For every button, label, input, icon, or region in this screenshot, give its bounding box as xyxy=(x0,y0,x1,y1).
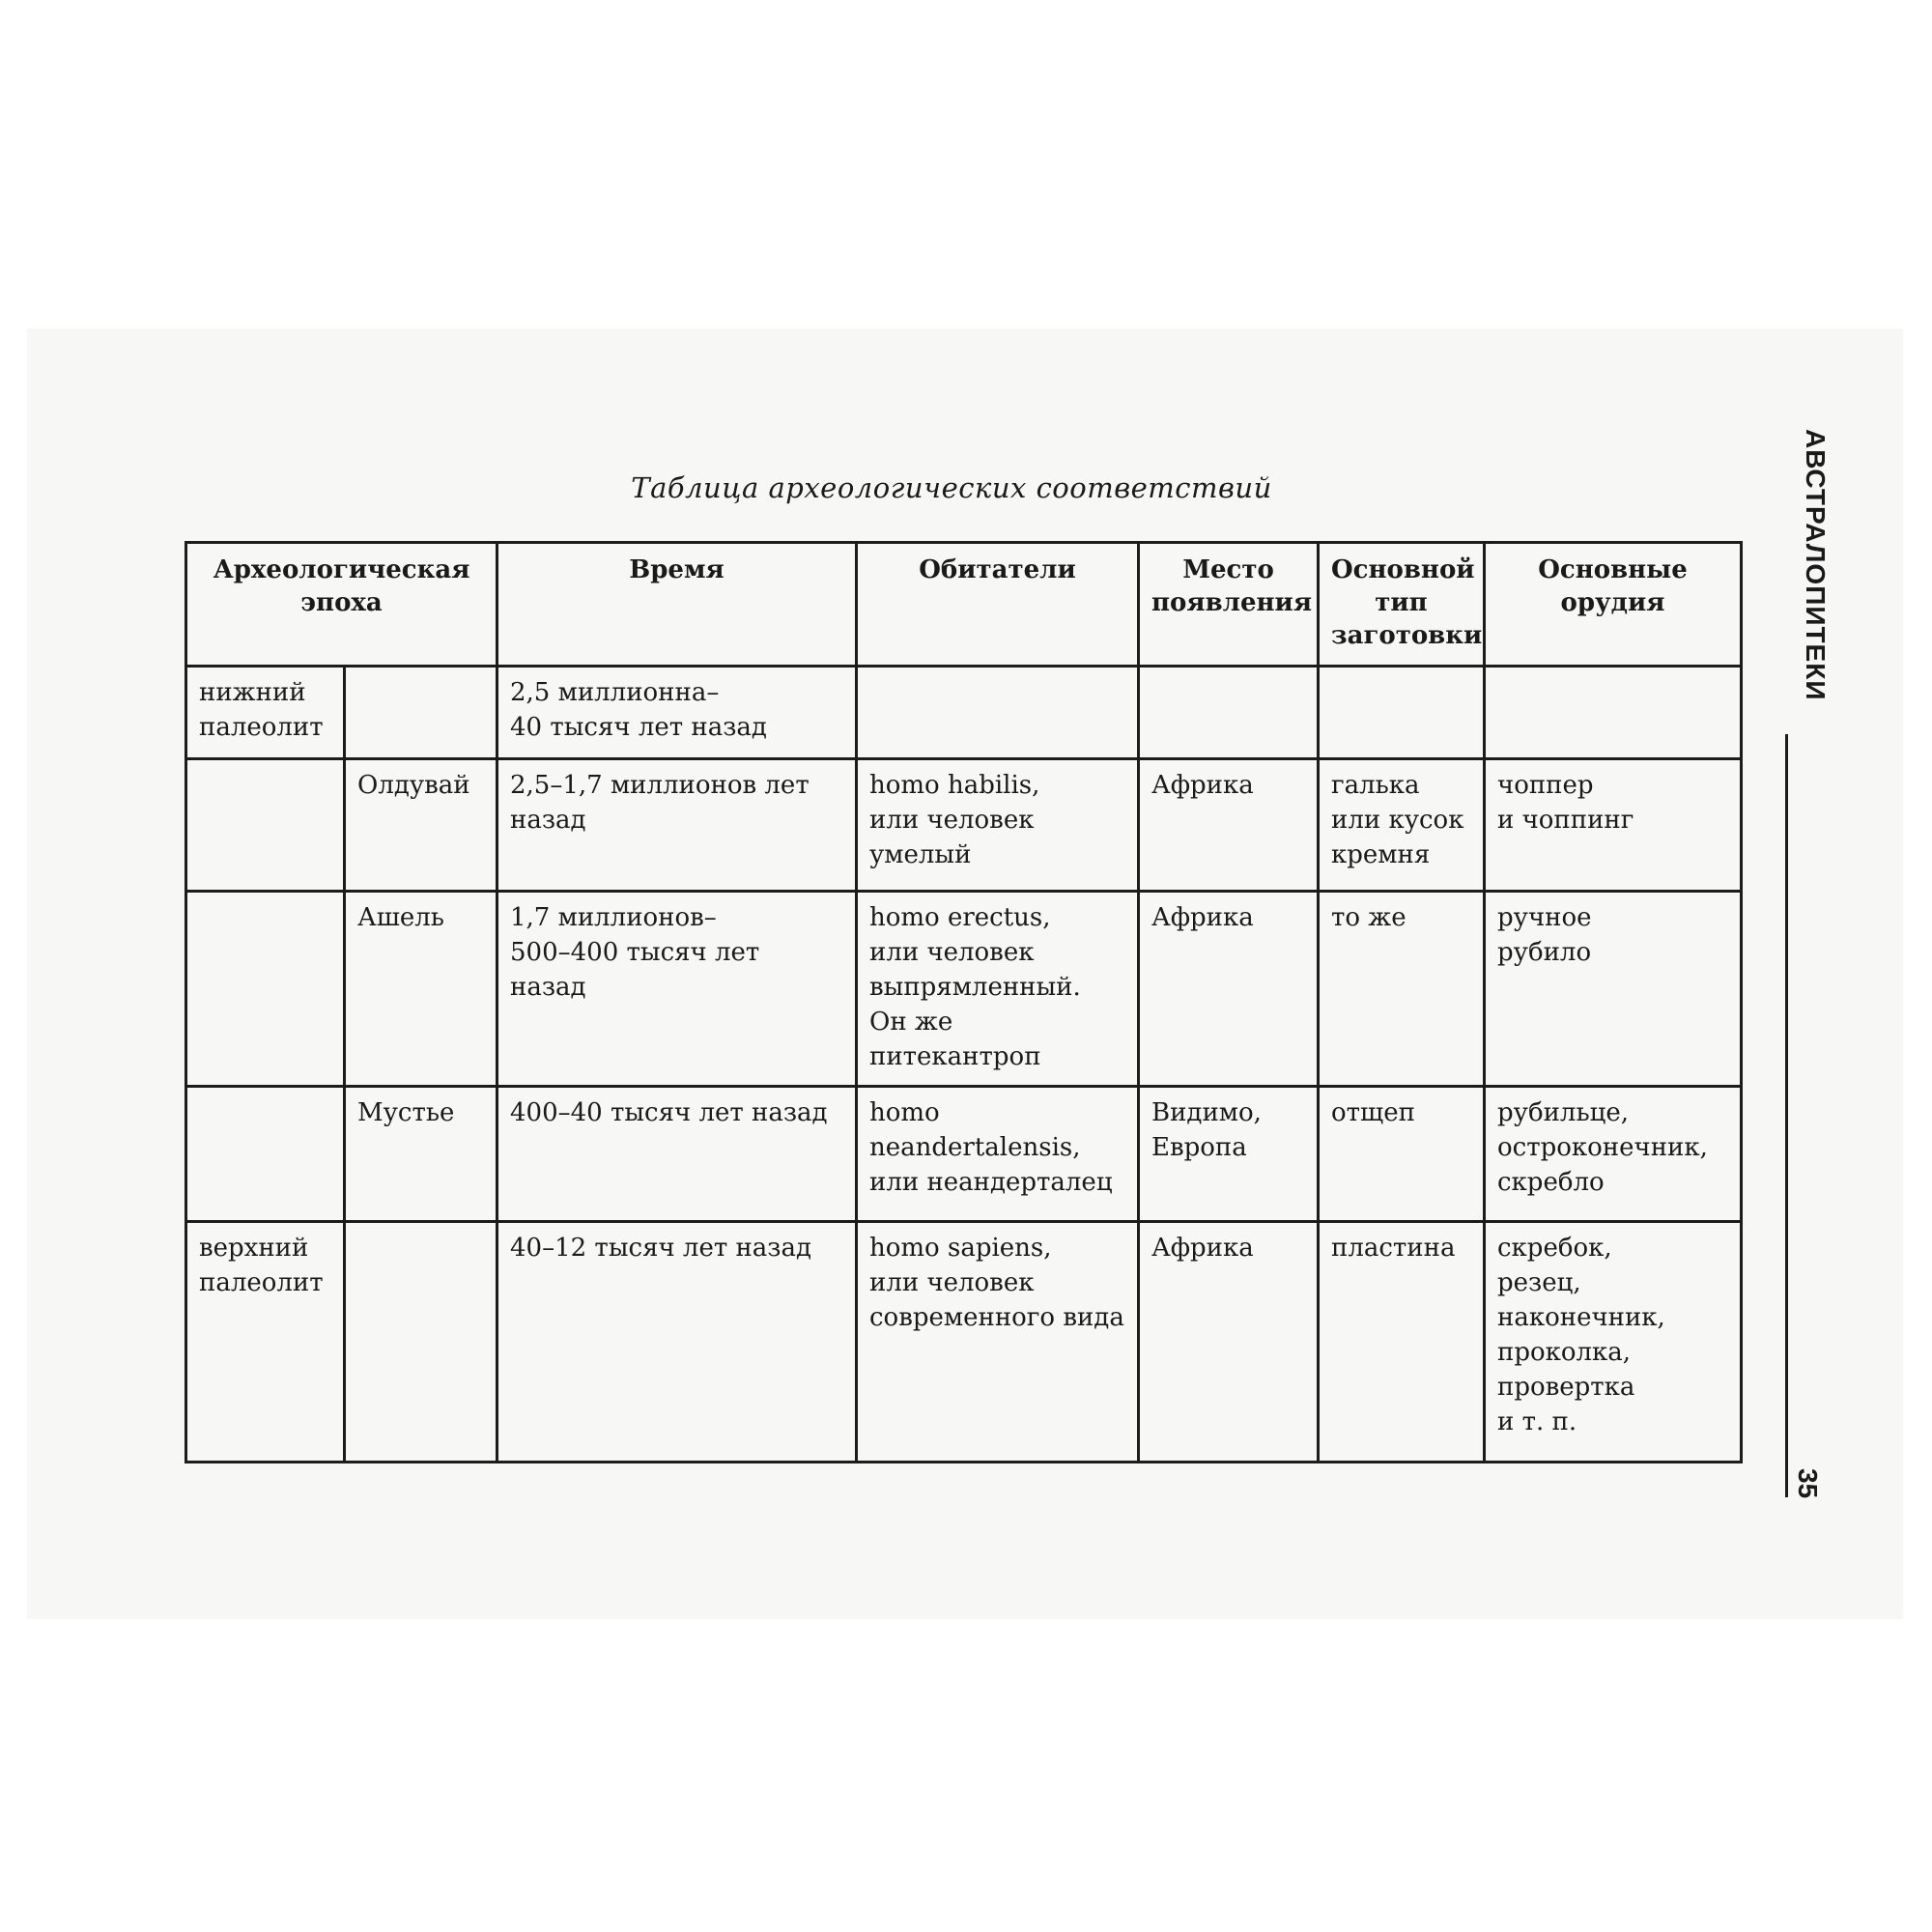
cell-tools xyxy=(1485,667,1742,759)
cell-culture xyxy=(345,667,497,759)
cell-epoch: верхний палеолит xyxy=(186,1222,345,1463)
cell-epoch xyxy=(186,1087,345,1222)
archaeology-table xyxy=(185,541,1743,1463)
cell-blank-type: галька или кусок кремня xyxy=(1319,759,1485,892)
cell-time: 40–12 тысяч лет назад xyxy=(497,1222,857,1463)
cell-time: 2,5–1,7 миллионов лет назад xyxy=(497,759,857,892)
table-row xyxy=(186,667,1742,759)
cell-place: Африка xyxy=(1139,892,1319,1087)
table-row xyxy=(186,1222,1742,1463)
cell-culture: Ашель xyxy=(345,892,497,1087)
header-blank-type: Основной тип заготовки xyxy=(1319,543,1485,667)
table-row xyxy=(186,759,1742,892)
cell-blank-type: то же xyxy=(1319,892,1485,1087)
cell-time: 2,5 миллионна– 40 тысяч лет назад xyxy=(497,667,857,759)
cell-inhabitants: homo habilis, или человек умелый xyxy=(857,759,1139,892)
cell-tools: скребок, резец, наконечник, проколка, провертка и т. п. xyxy=(1485,1222,1742,1463)
table-row xyxy=(186,892,1742,1087)
cell-place: Африка xyxy=(1139,759,1319,892)
cell-epoch xyxy=(186,759,345,892)
cell-place xyxy=(1139,667,1319,759)
cell-tools: ручное рубило xyxy=(1485,892,1742,1087)
cell-inhabitants: homo neandertalensis, или неандерталец xyxy=(857,1087,1139,1222)
cell-culture: Олдувай xyxy=(345,759,497,892)
table-row xyxy=(186,1087,1742,1222)
running-head-rule xyxy=(1785,734,1788,1497)
header-row xyxy=(186,543,1742,667)
header-tools: Основные орудия xyxy=(1485,543,1742,667)
cell-time: 400–40 тысяч лет назад xyxy=(497,1087,857,1222)
cell-place: Африка xyxy=(1139,1222,1319,1463)
header-place: Место появления xyxy=(1139,543,1319,667)
cell-culture xyxy=(345,1222,497,1463)
cell-blank-type: пластина xyxy=(1319,1222,1485,1463)
cell-culture: Мустье xyxy=(345,1087,497,1222)
cell-inhabitants: homo sapiens, или человек современного вида xyxy=(857,1222,1139,1463)
header-inhabitants: Обитатели xyxy=(857,543,1139,667)
table-caption: Таблица археологических соответствий xyxy=(631,471,1272,504)
cell-time: 1,7 миллионов– 500–400 тысяч лет назад xyxy=(497,892,857,1087)
cell-place: Видимо, Европа xyxy=(1139,1087,1319,1222)
cell-tools: чоппер и чоппинг xyxy=(1485,759,1742,892)
header-epoch: Археологическая эпоха xyxy=(186,543,497,667)
cell-inhabitants: homo erectus, или человек выпрямленный. Он же питекантроп xyxy=(857,892,1139,1087)
cell-tools: рубильце, остроконечник, скребло xyxy=(1485,1087,1742,1222)
cell-epoch: нижний палеолит xyxy=(186,667,345,759)
cell-epoch xyxy=(186,892,345,1087)
running-head-title: АВСТРАЛОПИТЕКИ xyxy=(1801,429,1831,701)
cell-blank-type: отщеп xyxy=(1319,1087,1485,1222)
header-time: Время xyxy=(497,543,857,667)
page-number: 35 xyxy=(1793,1468,1823,1499)
cell-blank-type xyxy=(1319,667,1485,759)
cell-inhabitants xyxy=(857,667,1139,759)
